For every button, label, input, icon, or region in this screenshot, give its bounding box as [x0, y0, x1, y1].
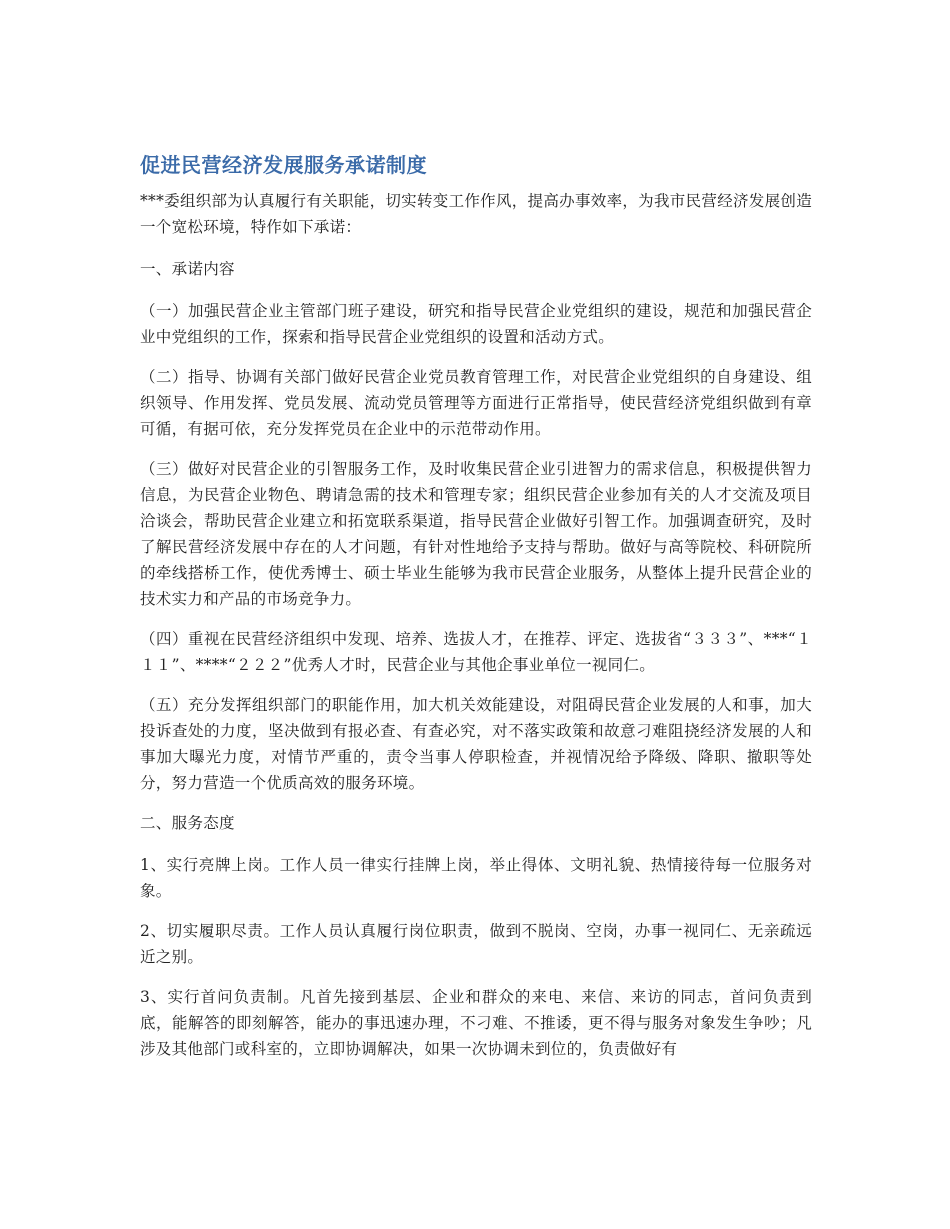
- commitment-item-5: （五）充分发挥组织部门的职能作用，加大机关效能建设，对阻碍民营企业发展的人和事，加大投诉查处的力度，坚决做到有报必查、有查必究，对不落实政策和故意刁难阻挠经济发展的人和事加大曝光力度，对情节严重的，责令当事人停职检查，并视情况给予降级、降职、撤职等处分，努力营造一个优质高效的服务环境。: [140, 696, 812, 792]
- service-item-1: 1、实行亮牌上岗。工作人员一律实行挂牌上岗，举止得体、文明礼貌、热情接待每一位服务对象。: [140, 856, 812, 900]
- commitment-item-2: （二）指导、协调有关部门做好民营企业党员教育管理工作，对民营企业党组织的自身建设、组织领导、作用发挥、党员发展、流动党员管理等方面进行正常指导，使民营经济党组织做到有章可循，有据可依，充分发挥党员在企业中的示范带动作用。: [140, 368, 812, 438]
- service-item-2: 2、切实履职尽责。工作人员认真履行岗位职责，做到不脱岗、空岗，办事一视同仁、无亲疏远近之别。: [140, 922, 812, 966]
- section-heading-service-attitude: 二、服务态度: [140, 814, 235, 832]
- commitment-item-3: （三）做好对民营企业的引智服务工作，及时收集民营企业引进智力的需求信息，积极提供智力信息，为民营企业物色、聘请急需的技术和管理专家；组织民营企业参加有关的人才交流及项目洽谈会，帮助民营企业建立和拓宽联系渠道，指导民营企业做好引智工作。加强调查研究，及时了解民营经济发展中存在的人才问题，有针对性地给予支持与帮助。做好与高等院校、科研院所的牵线搭桥工作，使优秀博士、硕士毕业生能够为我市民营企业服务，从整体上提升民营企业的技术实力和产品的市场竞争力。: [140, 460, 812, 608]
- intro-paragraph: ***委组织部为认真履行有关职能，切实转变工作作风，提高办事效率，为我市民营经济发展创造一个宽松环境，特作如下承诺：: [140, 192, 812, 236]
- commitment-item-4: （四）重视在民营经济组织中发现、培养、选拔人才，在推荐、评定、选拔省“３３３”、***“１１１”、****“２２２”优秀人才时，民营企业与其他企事业单位一视同仁。: [140, 630, 812, 674]
- commitment-item-1: （一）加强民营企业主管部门班子建设，研究和指导民营企业党组织的建设，规范和加强民营企业中党组织的工作，探索和指导民营企业党组织的设置和活动方式。: [140, 302, 812, 346]
- service-item-3: 3、实行首问负责制。凡首先接到基层、企业和群众的来电、来信、来访的同志，首问负责到底，能解答的即刻解答，能办的事迅速办理，不刁难、不推诿，更不得与服务对象发生争吵；凡涉及其他部门或科室的，立即协调解决，如果一次协调未到位的，负责做好有: [140, 988, 812, 1058]
- section-heading-commitments: 一、承诺内容: [140, 260, 235, 278]
- document-title: 促进民营经济发展服务承诺制度: [140, 153, 427, 177]
- document-page: [140, 148, 812, 1076]
